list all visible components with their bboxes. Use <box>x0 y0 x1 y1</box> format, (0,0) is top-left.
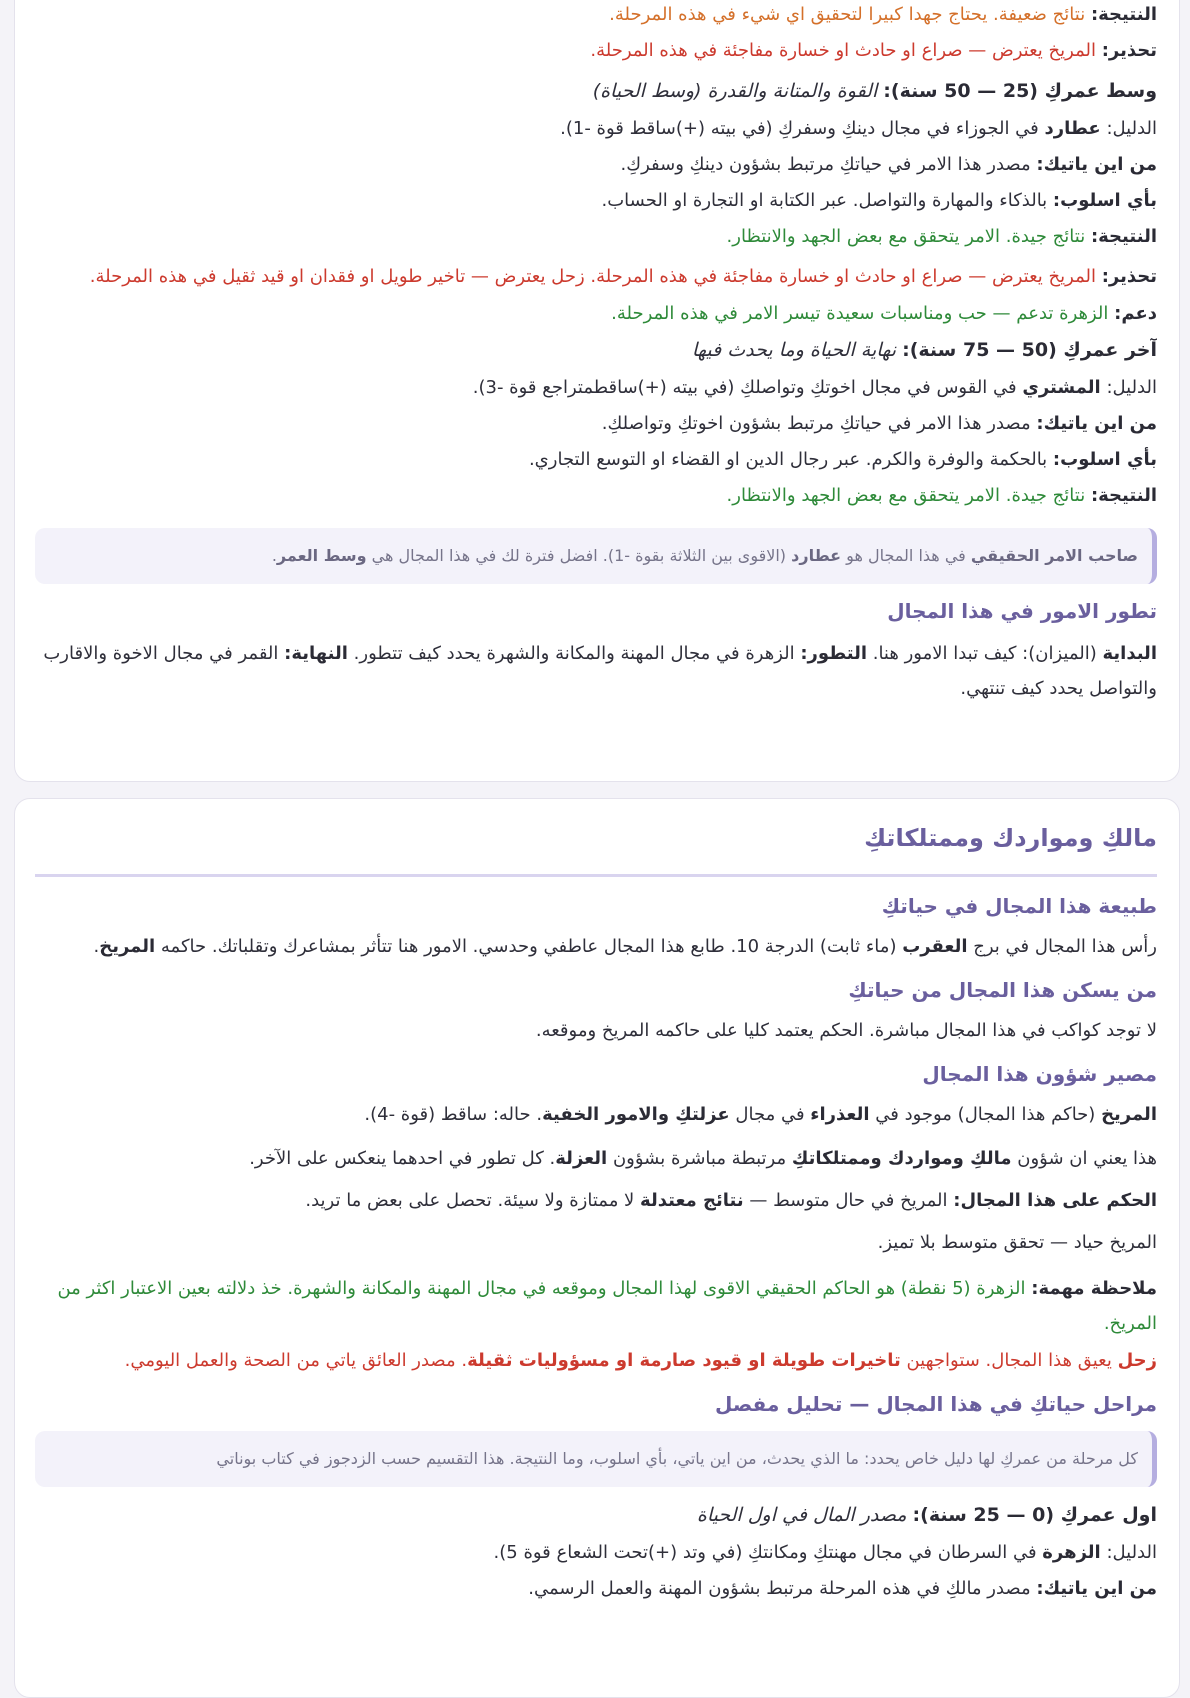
evolution-bold: البداية <box>1102 643 1157 664</box>
result-text: نتائج ضعيفة. يحتاج جهدا كبيرا لتحقيق اي شيء في هذه المرحلة. <box>609 4 1091 25</box>
nature-paragraph <box>35 933 1157 969</box>
section-content <box>35 1 1157 712</box>
warning-label: تحذير: <box>1101 40 1157 61</box>
section-title: مالكِ ومواردك وممتلكاتكِ <box>35 820 1157 877</box>
fate-bold: المريخ <box>1101 1104 1157 1125</box>
guide-prefix: الدليل: <box>1100 118 1157 139</box>
stage3-guide <box>35 374 1157 410</box>
method-text: بالحكمة والوفرة والكرم. عبر رجال الدين او القضاء او التوسع التجاري. <box>528 449 1053 470</box>
fate-text: هذا يعني ان شؤون <box>1011 1148 1157 1169</box>
method-label: بأي اسلوب: <box>1052 190 1157 211</box>
fate-heading: مصير شؤون هذا المجال <box>922 1062 1157 1086</box>
stage-subtitle: القوة والمتانة والقدرة (وسط الحياة) <box>592 80 884 102</box>
verdict-paragraph <box>35 1187 1157 1229</box>
evolution-text: الزهرة في مجال المهنة والمكانة والشهرة يحدد كيف تتطور. <box>347 643 801 664</box>
money-stage1-guide <box>35 1539 1157 1575</box>
result-label: النتيجة: <box>1090 226 1157 247</box>
guide-planet: الزهرة <box>1042 1542 1101 1563</box>
warning-label: تحذير: <box>1101 266 1157 287</box>
guide-text: في السرطان في مجال مهنتكِ ومكانتكِ (في وتد (+)تحت الشعاع قوة 5). <box>493 1542 1043 1563</box>
source-label: من اين ياتيك: <box>1036 413 1157 434</box>
fate-bold: عزلتكِ والامور الخفية <box>542 1104 730 1125</box>
saturn-bold: تاخيرات طويلة او قيود صارمة او مسؤوليات ثقيلة <box>467 1350 901 1371</box>
saturn-text: . مصدر العائق ياتي من الصحة والعمل اليومي. <box>124 1350 468 1371</box>
nature-bold: المريخ <box>99 936 156 957</box>
stage2-warning <box>35 259 1157 294</box>
stage1-warning <box>35 37 1157 77</box>
support-label: دعم: <box>1114 303 1157 324</box>
stage3-result <box>35 482 1157 518</box>
stage-label: وسط عمركِ (25 — 50 سنة): <box>883 80 1157 102</box>
section-content <box>35 799 1157 1611</box>
stage1-result <box>35 1 1157 37</box>
nature-text: (ماء ثابت) الدرجة 10. طابع هذا المجال عاطفي وحدسي. الامور هنا تتأثر بمشاعرك وتقلباتك. حاكمه <box>155 936 903 957</box>
stage2-header <box>35 77 1157 115</box>
fate-bold: العذراء <box>810 1104 870 1125</box>
fate-text: في مجال <box>729 1104 811 1125</box>
fate-bold: العزلة <box>555 1148 608 1169</box>
fate-text: . حاله: ساقط (قوة -4). <box>364 1104 543 1125</box>
nature-text: . <box>93 936 100 957</box>
stage2-support <box>35 300 1157 336</box>
stage-label: آخر عمركِ (50 — 75 سنة): <box>902 339 1157 361</box>
guide-prefix: الدليل: <box>1100 377 1157 398</box>
stages-heading: مراحل حياتكِ في هذا المجال — تحليل مفصل <box>714 1392 1157 1416</box>
fate-paragraph-2 <box>35 1145 1157 1187</box>
result-text: نتائج جيدة. الامر يتحقق مع بعض الجهد والانتظار. <box>726 226 1091 247</box>
evolution-paragraph <box>35 636 1157 706</box>
note-text: الزهرة (5 نقطة) هو الحاكم الحقيقي الاقوى لهذا المجال وموقعه في مجال المهنة والمكانة والشهرة. خذ دلالته بعين الاعتبار اكثر من المريخ. <box>57 1278 1157 1334</box>
stage2-result <box>35 223 1157 259</box>
result-text: نتائج جيدة. الامر يتحقق مع بعض الجهد والانتظار. <box>726 485 1091 506</box>
evolution-heading: تطور الامور في هذا المجال <box>887 599 1157 623</box>
warning-text: المريخ يعترض — صراع او حادث او خسارة مفاجئة في هذه المرحلة. <box>590 40 1102 61</box>
stage3-header <box>35 336 1157 374</box>
support-text: الزهرة تدعم — حب ومناسبات سعيدة تيسر الامر في هذه المرحلة. <box>611 303 1115 324</box>
note-bold: ملاحظة مهمة: <box>1031 1278 1157 1299</box>
method-text: بالذكاء والمهارة والتواصل. عبر الكتابة او التجارة او الحساب. <box>601 190 1053 211</box>
callout-bold: وسط العمر <box>276 546 367 565</box>
true-ruler-callout <box>35 528 1157 584</box>
saturn-text: يعيق هذا المجال. ستواجهين <box>900 1350 1118 1371</box>
inhabit-paragraph: لا توجد كواكب في هذا المجال مباشرة. الحكم يعتمد كليا على حاكمه المريخ وموقعه. <box>535 1020 1157 1041</box>
guide-planet: عطارد <box>1044 118 1101 139</box>
stage3-method <box>35 446 1157 482</box>
money-stage1-source <box>35 1575 1157 1611</box>
callout-bold: صاحب الامر الحقيقي <box>970 546 1138 565</box>
source-label: من اين ياتيك: <box>1036 1578 1157 1599</box>
fate-text: (حاكم هذا المجال) موجود في <box>869 1104 1102 1125</box>
verdict-text: لا ممتازة ولا سيئة. تحصل على بعض ما تريد. <box>305 1190 641 1211</box>
source-text: مصدر هذا الامر في حياتكِ مرتبط بشؤون دينكِ وسفركِ. <box>620 154 1037 175</box>
nature-text: رأس هذا المجال في برج <box>967 936 1157 957</box>
callout-text: . <box>271 546 277 565</box>
stage-subtitle: مصدر المال في اول الحياة <box>696 1504 913 1526</box>
evolution-text: (الميزان): كيف تبدا الامور هنا. <box>867 643 1103 664</box>
callout-text: (الاقوى بين الثلاثة بقوة -1). افضل فترة لك في هذا المجال هي <box>366 546 792 565</box>
method-label: بأي اسلوب: <box>1052 449 1157 470</box>
verdict-bold: الحكم على هذا المجال: <box>953 1190 1157 1211</box>
section-card-money <box>14 798 1180 1698</box>
nature-heading: طبيعة هذا المجال في حياتكِ <box>881 894 1157 918</box>
evolution-bold: النهاية: <box>284 643 348 664</box>
verdict-bold: نتائج معتدلة <box>640 1190 744 1211</box>
guide-text: في القوس في مجال اخوتكِ وتواصلكِ (في بيته (+)ساقطمتراجع قوة -3). <box>472 377 1023 398</box>
evolution-bold: التطور: <box>800 643 867 664</box>
guide-planet: المشتري <box>1022 377 1101 398</box>
stage2-guide <box>35 115 1157 151</box>
guide-text: في الجوزاء في مجال دينكِ وسفركِ (في بيته (+)ساقط قوة -1). <box>560 118 1045 139</box>
callout-bold: عطارد <box>791 546 842 565</box>
source-text: مصدر هذا الامر في حياتكِ مرتبط بشؤون اخوتكِ وتواصلكِ. <box>601 413 1037 434</box>
important-note <box>35 1271 1157 1341</box>
neutral-paragraph: المريخ حياد — تحقق متوسط بلا تميز. <box>877 1232 1157 1253</box>
fate-bold: مالكِ ومواردك وممتلكاتكِ <box>791 1148 1012 1169</box>
verdict-text: المريخ في حال متوسط — <box>743 1190 954 1211</box>
result-label: النتيجة: <box>1090 4 1157 25</box>
fate-paragraph-1 <box>35 1101 1157 1145</box>
evolution-text: القمر في مجال الاخوة والاقارب والتواصل يحدد كيف تنتهي. <box>43 643 1157 699</box>
stage2-method <box>35 187 1157 223</box>
saturn-paragraph <box>35 1347 1157 1389</box>
stage-label: اول عمركِ (0 — 25 سنة): <box>912 1504 1157 1526</box>
result-label: النتيجة: <box>1090 485 1157 506</box>
nature-bold: العقرب <box>902 936 968 957</box>
stage2-source <box>35 151 1157 187</box>
saturn-bold: زحل <box>1117 1350 1157 1371</box>
money-stage1-header <box>35 1501 1157 1539</box>
guide-prefix: الدليل: <box>1100 1542 1157 1563</box>
stage-subtitle: نهاية الحياة وما يحدث فيها <box>691 339 903 361</box>
source-label: من اين ياتيك: <box>1036 154 1157 175</box>
stages-callout: كل مرحلة من عمركِ لها دليل خاص يحدد: ما الذي يحدث، من اين ياتي، بأي اسلوب، وما النتيجة. هذا التقسيم حسب الزدجوز في كتاب بوناتي <box>35 1431 1157 1487</box>
fate-text: . كل تطور في احدهما ينعكس على الآخر. <box>249 1148 556 1169</box>
section-card-previous <box>14 0 1180 782</box>
inhabit-heading: من يسكن هذا المجال من حياتكِ <box>848 978 1157 1002</box>
fate-text: مرتبطة مباشرة بشؤون <box>607 1148 792 1169</box>
callout-text: في هذا المجال هو <box>841 546 971 565</box>
warning-text: المريخ يعترض — صراع او حادث او خسارة مفاجئة في هذه المرحلة. زحل يعترض — تاخير طويل او فقدان او قيد ثقيل في هذه المرحلة. <box>89 266 1102 287</box>
stage3-source <box>35 410 1157 446</box>
source-text: مصدر مالكِ في هذه المرحلة مرتبط بشؤون المهنة والعمل الرسمي. <box>528 1578 1037 1599</box>
